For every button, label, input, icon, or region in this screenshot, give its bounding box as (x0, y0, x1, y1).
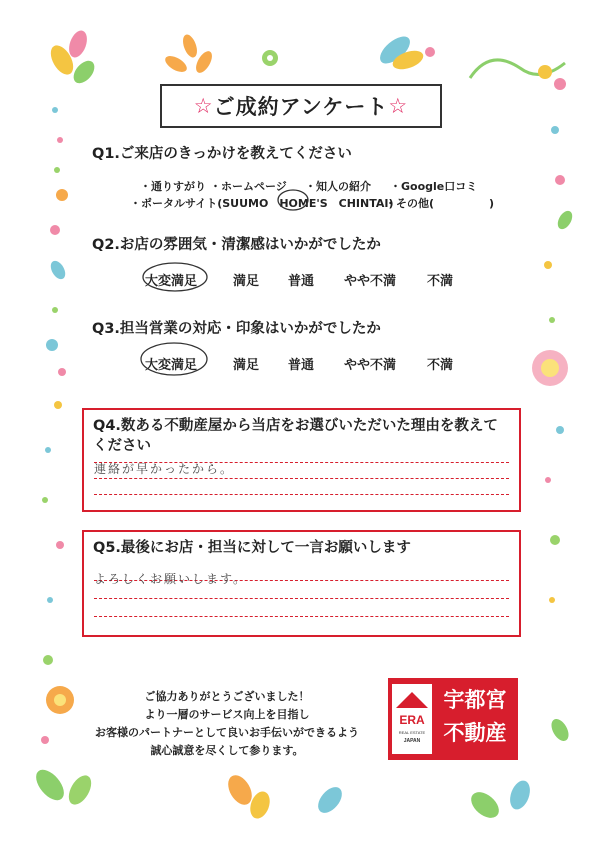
q4-question-line: Q4.数ある不動産屋から当店をお選びいただいた理由を教えて (93, 418, 498, 434)
q2-option[interactable]: 満足 (233, 274, 260, 289)
survey-title (160, 84, 442, 128)
company-name (436, 684, 514, 750)
q5-answer-box (82, 530, 521, 637)
company-name-line: 不動産 (443, 721, 507, 745)
company-name-line: 宇都宮 (443, 688, 507, 712)
q3-option[interactable]: 満足 (233, 358, 260, 373)
q2-option[interactable]: 不満 (427, 274, 454, 289)
q2-question: Q2.お店の雰囲気・清潔感はいかがでしたか (92, 237, 381, 253)
q5-question: Q5.最後にお店・担当に対して一言お願いします (93, 540, 411, 556)
svg-text:JAPAN: JAPAN (403, 738, 421, 744)
q1-option[interactable]: ・通りすがり (140, 180, 206, 193)
q1-option[interactable]: ・知人の紹介 (305, 180, 371, 193)
closing-message (92, 688, 362, 760)
company-logo (388, 678, 518, 760)
svg-text:REAL ESTATE: REAL ESTATE (398, 730, 426, 735)
q1-option[interactable]: ・Google口コミ (390, 180, 478, 193)
answer-line (94, 494, 509, 495)
q1-question: Q1.ご来店のきっかけを教えてください (92, 146, 352, 162)
q3-option[interactable]: 不満 (427, 358, 454, 373)
q3-option[interactable]: 大変満足 (145, 358, 198, 373)
q1-option[interactable]: ・その他( ) (385, 197, 495, 210)
era-logo (392, 684, 432, 754)
era-house-icon (392, 684, 432, 754)
hand-drawn-circle-mark (140, 260, 210, 294)
q4-answer-box (82, 408, 521, 512)
hand-drawn-circle-mark (276, 188, 310, 212)
q2-option[interactable]: やや不満 (344, 274, 397, 289)
q5-handwritten-answer[interactable]: よろしくお願いします。 (94, 572, 248, 586)
q3-question: Q3.担当営業の対応・印象はいかがでしたか (92, 321, 381, 337)
q2-option[interactable]: 普通 (288, 274, 315, 289)
q3-option[interactable]: 普通 (288, 358, 315, 373)
hand-drawn-circle-mark (138, 340, 210, 378)
q3-option[interactable]: やや不満 (344, 358, 397, 373)
q2-option[interactable]: 大変満足 (145, 274, 198, 289)
q4-question (93, 416, 498, 456)
answer-line (94, 616, 509, 617)
closing-line: 誠心誠意を尽くして参ります。 (150, 744, 304, 757)
closing-line: より一層のサービス向上を目指し (144, 708, 310, 721)
star-icon: ☆ (193, 94, 214, 118)
q1-option[interactable]: ・ポータルサイト(SUUMO HOME'S CHINTAI) (130, 197, 394, 210)
svg-text:ERA: ERA (399, 713, 425, 727)
star-icon: ☆ (388, 94, 409, 118)
closing-line: お客様のパートナーとして良いお手伝いができるよう (95, 726, 359, 739)
q4-question-line: ください (93, 438, 151, 454)
answer-line (94, 598, 509, 599)
closing-line: ご協力ありがとうございました！ (144, 690, 310, 703)
survey-title-text: ご成約アンケート (213, 95, 389, 119)
q1-option[interactable]: ・ホームページ (210, 180, 287, 193)
q4-handwritten-answer[interactable]: 連絡が早かったから。 (94, 462, 235, 476)
answer-line (94, 478, 509, 479)
